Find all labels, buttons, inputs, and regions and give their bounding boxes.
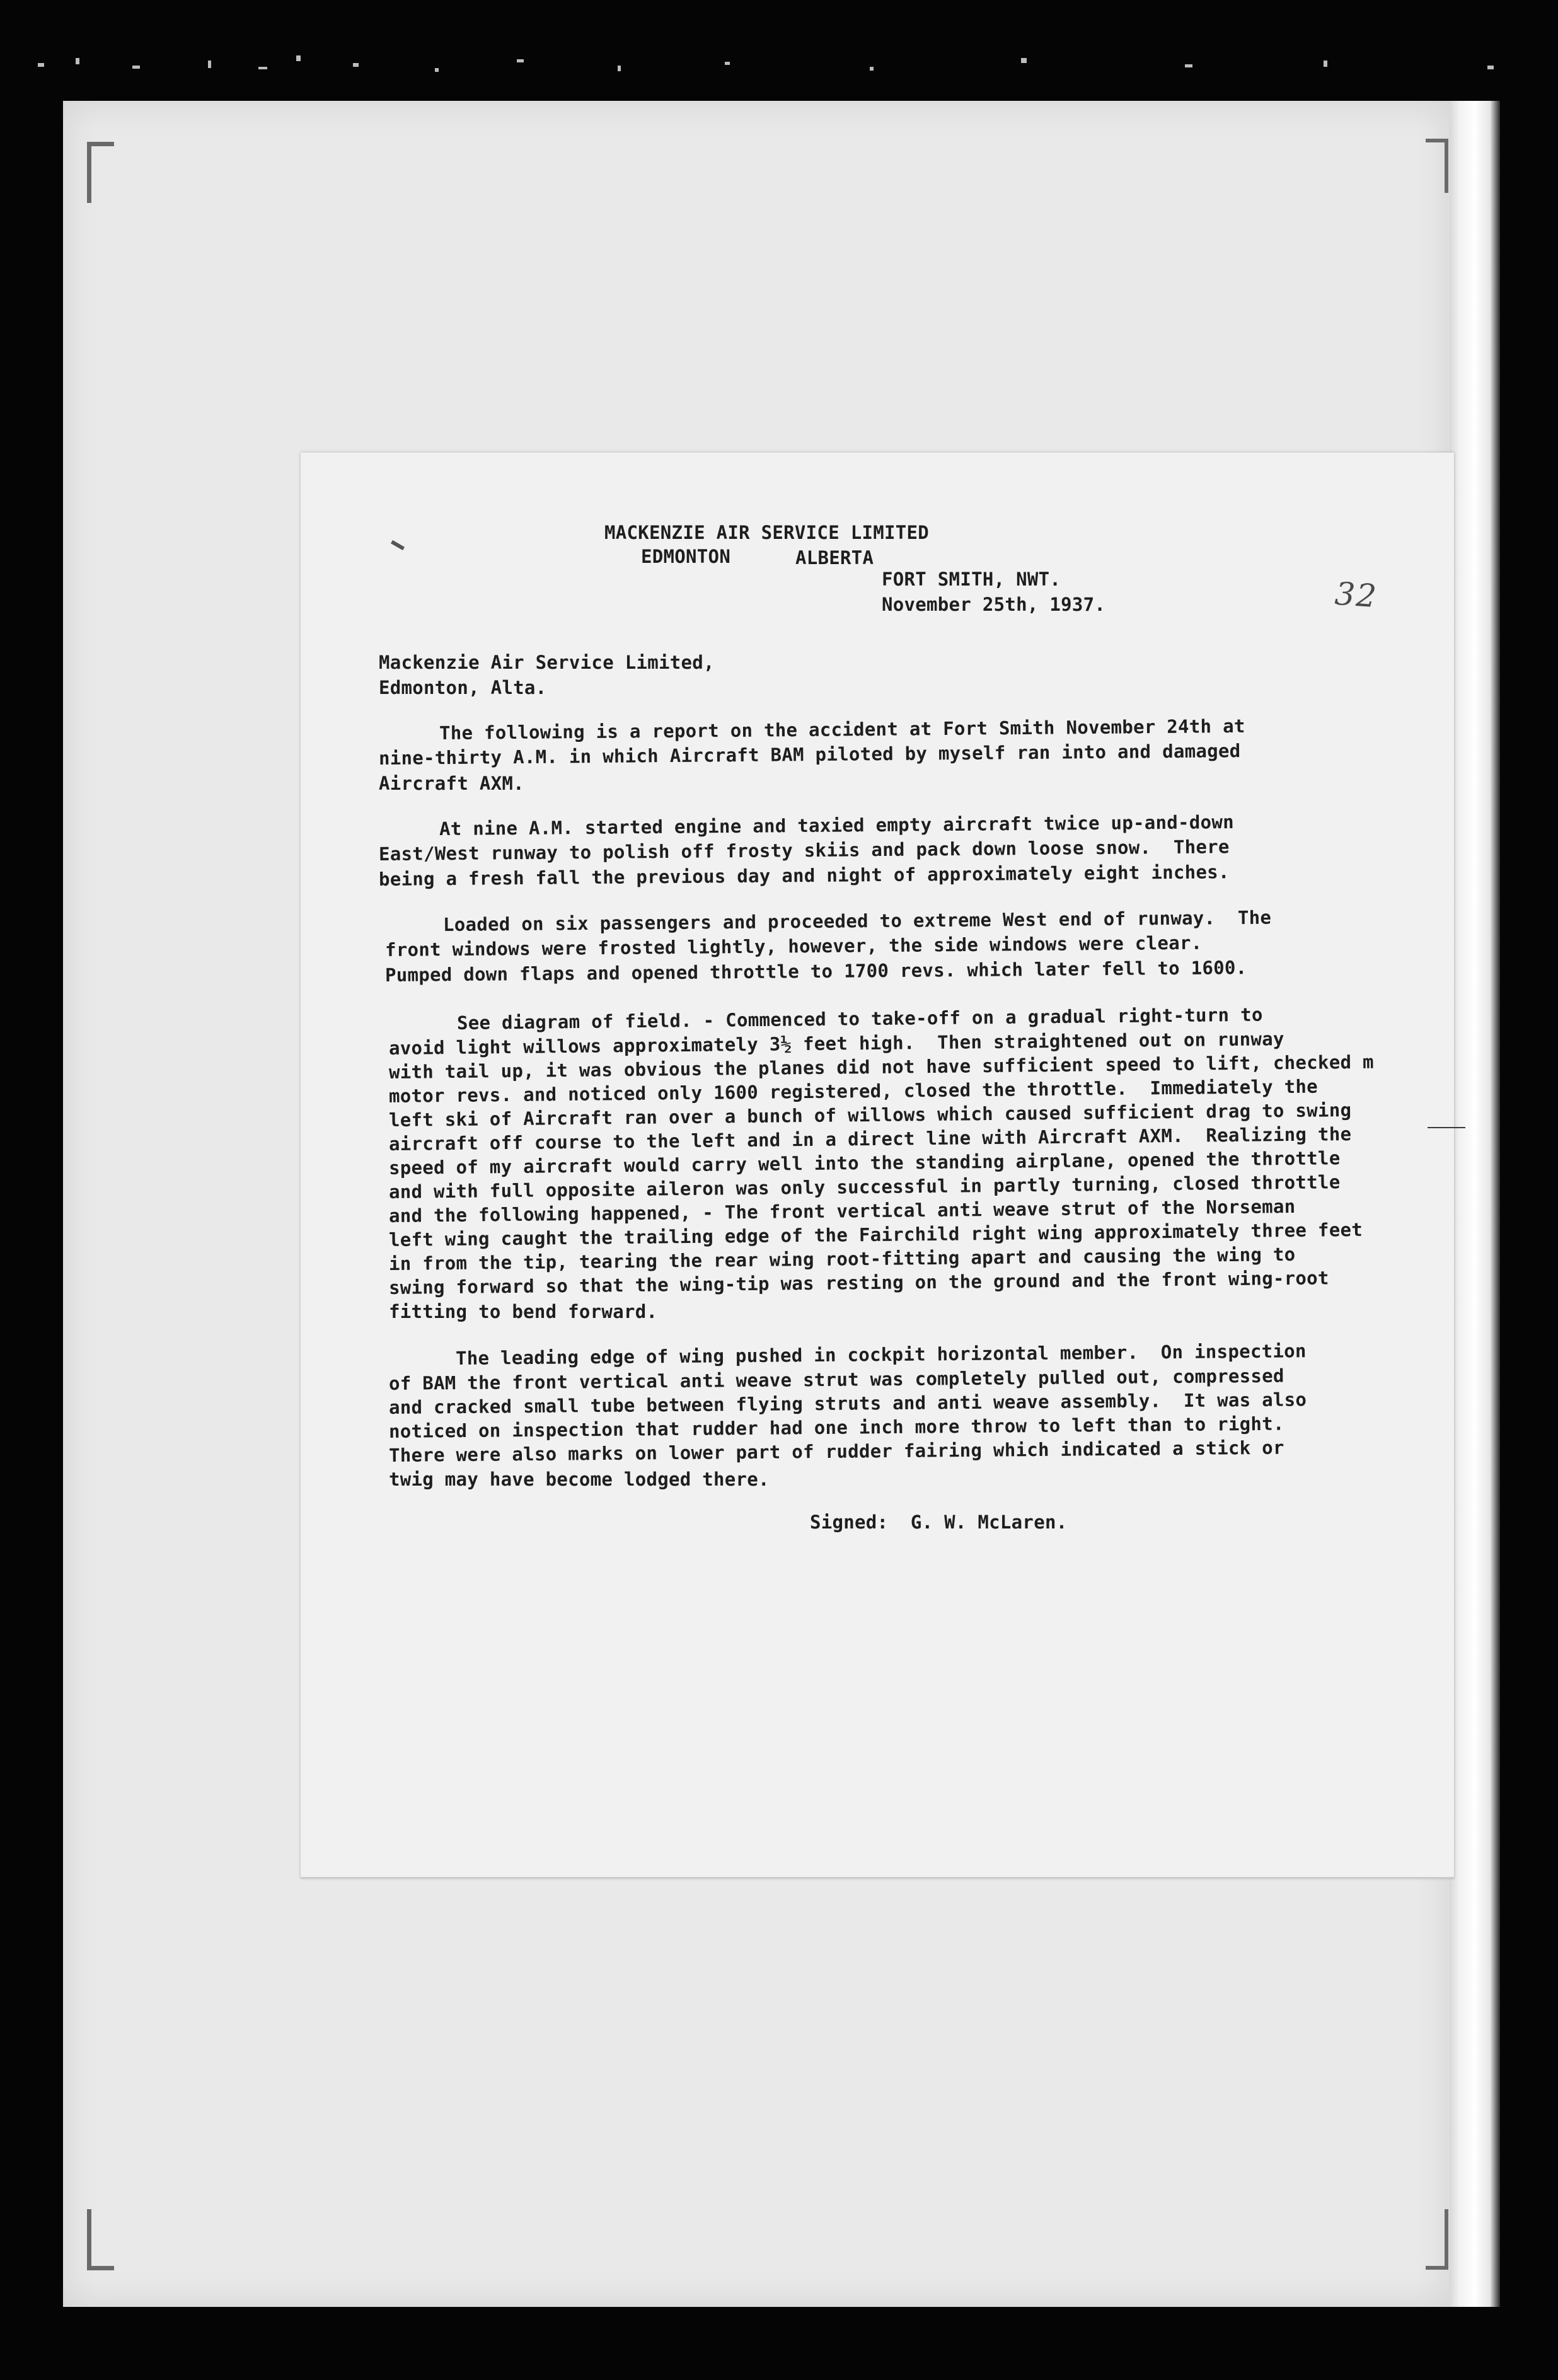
crop-mark-top-right [1426,139,1448,193]
p1-line-3: Aircraft AXM. [379,773,524,794]
p2-line-3: being a fresh fall the previous day and night of approximately eight inches. [378,861,1230,890]
p4-line-3: with tail up, it was obvious the planes did not have sufficient speed to lift, checked m [388,1051,1374,1083]
p5-line-2: of BAM the front vertical anti weave strut was completely pulled out, compressed [388,1365,1284,1394]
p4-line-6: aircraft off course to the left and in a direct line with Aircraft AXM. Realizing the [388,1123,1352,1155]
p5-line-6: twig may have become lodged there. [389,1469,770,1490]
p3-line-2: front windows were frosted lightly, however, the side windows were clear. [384,932,1203,961]
margin-pencil-mark [1428,1127,1465,1128]
letterhead-company: MACKENZIE AIR SERVICE LIMITED [604,522,930,543]
letterhead-province: ALBERTA [795,547,874,569]
crop-mark-bottom-right [1426,2209,1448,2270]
recipient-line-1: Mackenzie Air Service Limited, [379,652,715,673]
p1-line-2: nine-thirty A.M. in which Aircraft BAM piloted by myself ran into and damaged [378,740,1241,769]
p4-line-5: left ski of Aircraft ran over a bunch of willows which caused sufficient drag to swing [388,1099,1352,1131]
stray-mark [391,540,405,550]
p3-line-1: Loaded on six passengers and proceeded to extreme West end of runway. The [442,906,1272,935]
p4-line-13: fitting to bend forward. [389,1301,658,1322]
signature-line: Signed: G. W. McLaren. [810,1511,1068,1533]
page-edge-strip [1450,101,1500,2307]
p4-line-12: swing forward so that the wing-tip was resting on the ground and the front wing-root [388,1267,1329,1298]
p4-line-1: See diagram of field. - Commenced to take-off on a gradual right-turn to [456,1003,1263,1034]
p5-line-5: There were also marks on lower part of rudder fairing which indicated a stick or [388,1436,1284,1466]
letterhead-city: EDMONTON [641,546,731,567]
p4-line-9: and the following happened, - The front vertical anti weave strut of the Norseman [388,1195,1296,1227]
letter-date: November 25th, 1937. [882,594,1106,615]
crop-mark-top-left [87,142,114,203]
p4-line-8: and with full opposite aileron was only successful in partly turning, closed throttle [388,1171,1341,1203]
p2-line-1: At nine A.M. started engine and taxied empty aircraft twice up-and-down [439,811,1235,840]
p4-line-4: motor revs. and noticed only 1600 registered, closed the throttle. Immediately the [388,1075,1319,1107]
p3-line-3: Pumped down flaps and opened throttle to 1700 revs. which later fell to 1600. [384,957,1247,986]
p2-line-2: East/West runway to polish off frosty skiis and pack down loose snow. There [378,836,1230,865]
film-edge-specks [0,0,1558,95]
letterhead-location: FORT SMITH, NWT. [882,569,1061,590]
handwritten-page-number: 32 [1334,575,1379,615]
p4-line-11: in from the tip, tearing the rear wing root-fitting apart and causing the wing to [388,1243,1296,1274]
p4-line-7: speed of my aircraft would carry well into the standing airplane, opened the throttle [388,1147,1341,1179]
p4-line-10: left wing caught the trailing edge of the Fairchild right wing approximately three feet [388,1218,1363,1251]
p5-line-1: The leading edge of wing pushed in cockpit horizontal member. On inspection [455,1340,1307,1369]
typed-letter [301,453,1454,1878]
p5-line-4: noticed on inspection that rudder had one inch more throw to left than to right. [388,1412,1284,1442]
recipient-line-2: Edmonton, Alta. [379,677,547,698]
crop-mark-bottom-left [87,2209,114,2270]
p5-line-3: and cracked small tube between flying struts and anti weave assembly. It was also [388,1389,1307,1418]
p4-line-2: avoid light willows approximately 3½ feet high. Then straightened out on runway [388,1028,1284,1059]
p1-line-1: The following is a report on the accident at Fort Smith November 24th at [439,715,1245,744]
